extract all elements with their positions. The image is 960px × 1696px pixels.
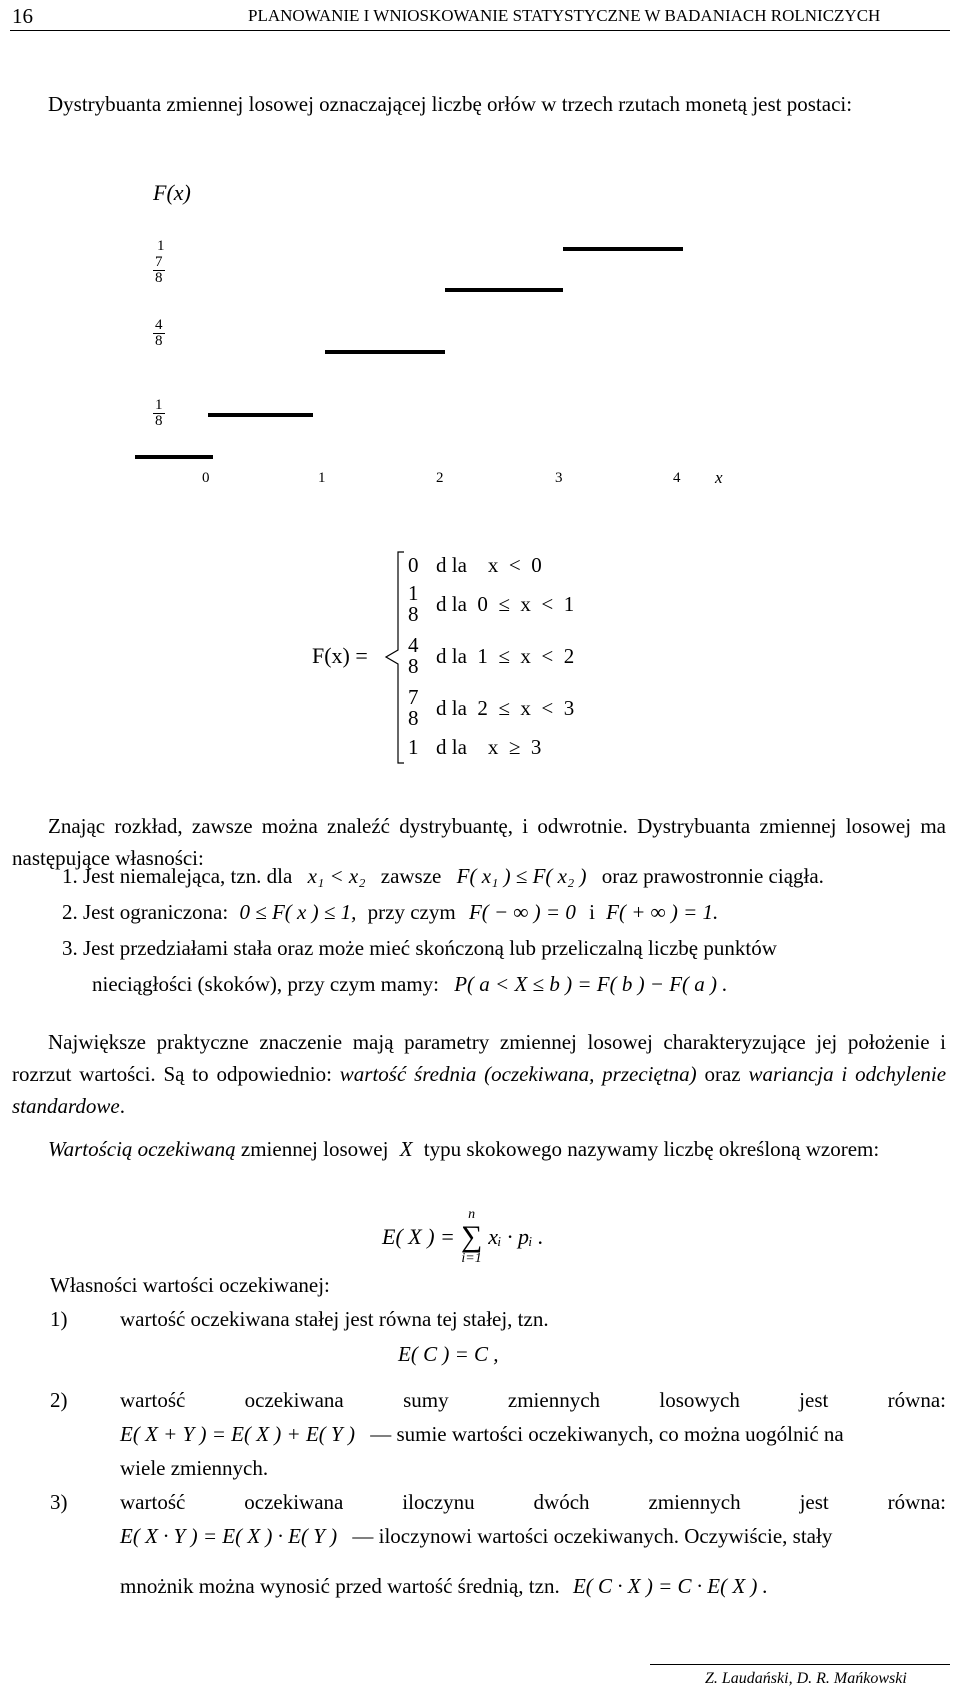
plot-x-tick-1: 1 bbox=[318, 470, 326, 486]
plot-x-tick-0: 0 bbox=[202, 470, 210, 486]
plot-x-tick-3: 3 bbox=[555, 470, 563, 486]
piecewise-rows bbox=[408, 552, 574, 760]
footer-authors: Z. Laudański, D. R. Mańkowski bbox=[705, 1670, 907, 1687]
piecewise-row: 4 8 d la 1 ≤ x < 2 bbox=[408, 633, 575, 678]
tick-num: 7 bbox=[155, 254, 163, 270]
tick-den: 8 bbox=[155, 333, 163, 349]
eprop-3-line-2: E( X · Y ) = E( X ) · E( Y ) — iloczynowi wartości oczekiwanych. Oczywiście, stały bbox=[120, 1524, 833, 1548]
tick-num: 1 bbox=[155, 397, 163, 413]
piecewise-row: 7 8 d la 2 ≤ x < 3 bbox=[408, 685, 575, 730]
intro-paragraph: Dystrybuanta zmiennej losowej oznaczającej liczbę orłów w trzech rzutach monetą jest postaci: bbox=[48, 92, 853, 116]
plot-y-tick-4-8 bbox=[153, 318, 165, 349]
sigma-icon: ∑ bbox=[460, 1220, 483, 1253]
baseline-segment bbox=[135, 455, 213, 459]
footer-rule bbox=[650, 1664, 950, 1665]
tick-num: 1 bbox=[157, 238, 165, 254]
tick-den: 8 bbox=[155, 270, 163, 286]
parameters-paragraph: Największe praktyczne znaczenie mają parametry zmiennej losowej charakteryzujące jej położenie i rozrzut wartości. Są to odpowiednio: wartość średnia (oczekiwana, przeciętna) oraz wariancja i odchylenie standardowe. bbox=[12, 1030, 947, 1118]
plot-y-label: F(x) bbox=[153, 180, 191, 205]
header-rule bbox=[10, 30, 950, 31]
property-1: 1. Jest niemalejąca, tzn. dla x₁ < x₂ zawsze F( x₁ ) ≤ F( x₂ ) oraz prawostronnie ciągła. bbox=[62, 864, 824, 888]
step-segment-4 bbox=[563, 247, 683, 251]
eprop-3-line-3: mnożnik można wynosić przed wartość średnią, tzn. E( C · X ) = C · E( X ) . bbox=[120, 1574, 768, 1598]
tick-den: 8 bbox=[155, 413, 163, 429]
left-brace bbox=[380, 550, 410, 765]
plot-y-tick-1-8 bbox=[153, 398, 165, 429]
piecewise-lhs: F(x) = bbox=[312, 643, 368, 668]
plot-x-tick-4: 4 bbox=[673, 470, 681, 486]
eprop-2-line-3: wiele zmiennych. bbox=[120, 1456, 269, 1480]
eprops-title: Własności wartości oczekiwanej: bbox=[50, 1273, 330, 1297]
step-segment-3 bbox=[445, 288, 563, 292]
piecewise-row: 1 8 d la 0 ≤ x < 1 bbox=[408, 581, 575, 626]
piecewise-row: 1 d la x ≥ 3 bbox=[408, 735, 542, 759]
tick-num: 4 bbox=[155, 317, 163, 333]
property-3-line-1: 3. Jest przedziałami stała oraz może mieć skończoną lub przeliczalną liczbę punktów bbox=[62, 936, 777, 960]
eprop-1-math: E( C ) = C , bbox=[398, 1342, 499, 1366]
sum-operator: n ∑ i=1 bbox=[460, 1207, 483, 1266]
running-title: PLANOWANIE I WNIOSKOWANIE STATYSTYCZNE W BADANIACH ROLNICZYCH bbox=[248, 6, 881, 25]
eprop-3: 3) wartość oczekiwana iloczynu dwóch zmiennych jest równa: bbox=[50, 1490, 946, 1514]
property-2: 2. Jest ograniczona: 0 ≤ F( x ) ≤ 1, przy czym F( − ∞ ) = 0 i F( + ∞ ) = 1. bbox=[62, 900, 719, 924]
eprop-2-line-2: E( X + Y ) = E( X ) + E( Y ) — sumie wartości oczekiwanych, co można uogólnić na bbox=[120, 1422, 844, 1446]
expectation-paragraph: Wartością oczekiwaną zmiennej losowej X typu skokowego nazywamy liczbę określoną wzorem: bbox=[48, 1137, 880, 1161]
step-segment-2 bbox=[325, 350, 445, 354]
piecewise-row: 0 d la x < 0 bbox=[408, 553, 542, 577]
plot-y-tick-7-8 bbox=[153, 255, 165, 286]
step-segment-1 bbox=[208, 413, 313, 417]
eprop-2: 2) wartość oczekiwana sumy zmiennych losowych jest równa: bbox=[50, 1388, 946, 1412]
eprop-1: 1) wartość oczekiwana stałej jest równa tej stałej, tzn. bbox=[50, 1307, 549, 1331]
page-number: 16 bbox=[12, 4, 33, 28]
property-3-line-2: nieciągłości (skoków), przy czym mamy: P( a < X ≤ b ) = F( b ) − F( a ) . bbox=[92, 972, 728, 996]
plot-y-tick-1 bbox=[157, 238, 165, 255]
plot-x-label: x bbox=[715, 468, 723, 487]
plot-x-tick-2: 2 bbox=[436, 470, 444, 486]
expectation-formula: E( X ) = n ∑ i=1 xᵢ · pᵢ . bbox=[382, 1207, 544, 1266]
properties-paragraph: Znając rozkład, zawsze można znaleźć dystrybuantę, i odwrotnie. Dystrybuanta zmiennej losowej ma następujące własności: bbox=[12, 814, 946, 870]
